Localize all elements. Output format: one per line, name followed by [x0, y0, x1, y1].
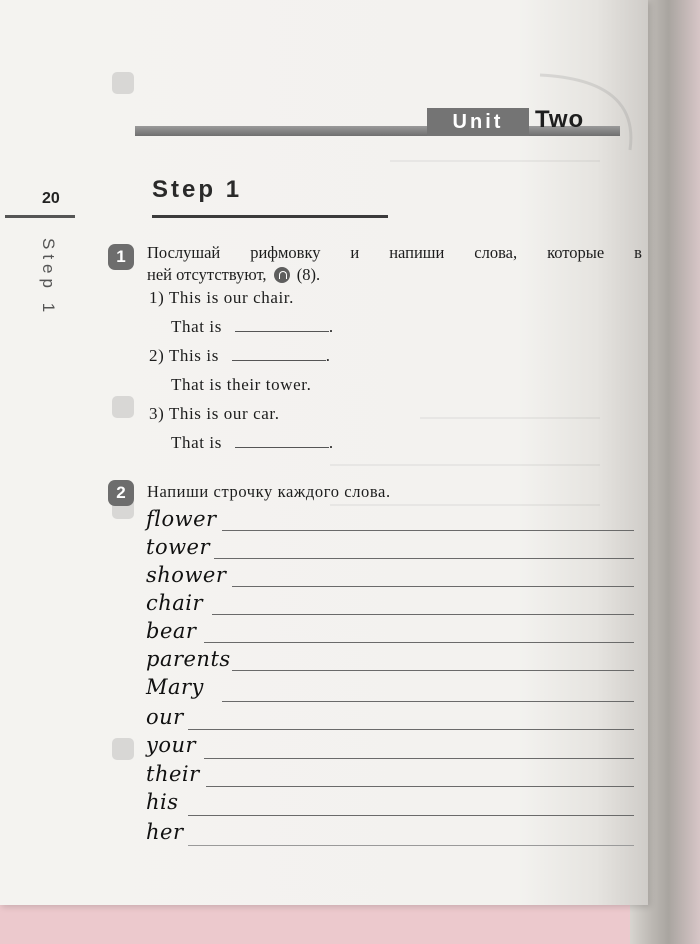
- instruction-word: рифмовку: [250, 243, 321, 262]
- instruction-word: которые: [547, 243, 605, 262]
- unit-label: Unit: [427, 108, 529, 136]
- exercise-2-instruction: Напиши строчку каждого слова.: [147, 482, 391, 501]
- writing-line[interactable]: [214, 558, 634, 559]
- handwritten-word: her: [146, 820, 184, 844]
- margin-step-text: Step 1: [39, 238, 58, 318]
- writing-line[interactable]: [204, 758, 634, 759]
- writing-line[interactable]: [204, 642, 634, 643]
- writing-line[interactable]: [212, 614, 634, 615]
- rhyme-line-5: [149, 404, 280, 424]
- step-number: 1: [225, 176, 243, 203]
- rhyme-punct: .: [328, 317, 334, 336]
- handwritten-word: bear: [146, 619, 197, 643]
- step-title: [152, 176, 242, 204]
- background-surface: [0, 900, 700, 944]
- handwritten-word: flower: [146, 507, 217, 531]
- handwritten-word: shower: [146, 563, 227, 587]
- rhyme-punct: .: [328, 433, 334, 452]
- exercise-1-badge: 1: [108, 244, 134, 270]
- writing-line[interactable]: [188, 729, 634, 730]
- step-underline: [152, 215, 388, 218]
- step-word: Step: [152, 176, 217, 203]
- instruction-line-1: [147, 242, 642, 264]
- rhyme-line-1: [149, 288, 294, 308]
- handwritten-word: your: [146, 733, 197, 757]
- rhyme-text: 3) This is our car.: [149, 404, 280, 423]
- writing-line[interactable]: [232, 586, 634, 587]
- handwritten-word: chair: [146, 591, 204, 615]
- handwritten-word: his: [146, 790, 179, 814]
- rhyme-text: That is: [171, 433, 222, 452]
- rhyme-line-2: [171, 317, 334, 337]
- rhyme-text: That is: [171, 317, 222, 336]
- rhyme-text: 1) This is our chair.: [149, 288, 294, 307]
- writing-line[interactable]: [222, 530, 634, 531]
- rhyme-punct: .: [325, 346, 331, 365]
- page-number: 20: [42, 190, 60, 207]
- rhyme-line-3: [149, 346, 331, 366]
- handwritten-word: parents: [146, 647, 231, 671]
- unit-number: Two: [535, 106, 585, 133]
- instruction-word: напиши: [389, 243, 445, 262]
- answer-blank-3[interactable]: [235, 433, 329, 448]
- writing-line[interactable]: [206, 786, 634, 787]
- instruction-word: и: [350, 243, 360, 262]
- instruction-word: слова,: [474, 243, 518, 262]
- margin-rule: [5, 215, 75, 218]
- margin-step-label: [36, 238, 66, 348]
- track-number: (8).: [296, 265, 321, 284]
- handwritten-word: their: [146, 762, 200, 786]
- instruction-word: Послушай: [147, 243, 221, 262]
- instruction-line-2: [147, 264, 642, 286]
- writing-line[interactable]: [222, 701, 634, 702]
- handwritten-word: our: [146, 705, 184, 729]
- cd-audio-icon[interactable]: [274, 267, 290, 283]
- exercise-1-instruction: [147, 242, 642, 286]
- instruction-text: ней отсутствуют,: [147, 265, 267, 284]
- rhyme-line-6: [171, 433, 334, 453]
- handwritten-word: tower: [146, 535, 211, 559]
- rhyme-text: That is their tower.: [171, 375, 312, 394]
- instruction-word: в: [634, 243, 642, 262]
- writing-line[interactable]: [188, 815, 634, 816]
- rhyme-text: 2) This is: [149, 346, 219, 365]
- rhyme-line-4: [171, 375, 311, 395]
- writing-line[interactable]: [188, 845, 634, 846]
- answer-blank-2[interactable]: [232, 346, 326, 361]
- exercise-2-badge: 2: [108, 480, 134, 506]
- writing-line[interactable]: [232, 670, 634, 671]
- answer-blank-1[interactable]: [235, 317, 329, 332]
- handwritten-word: Mary: [146, 675, 204, 699]
